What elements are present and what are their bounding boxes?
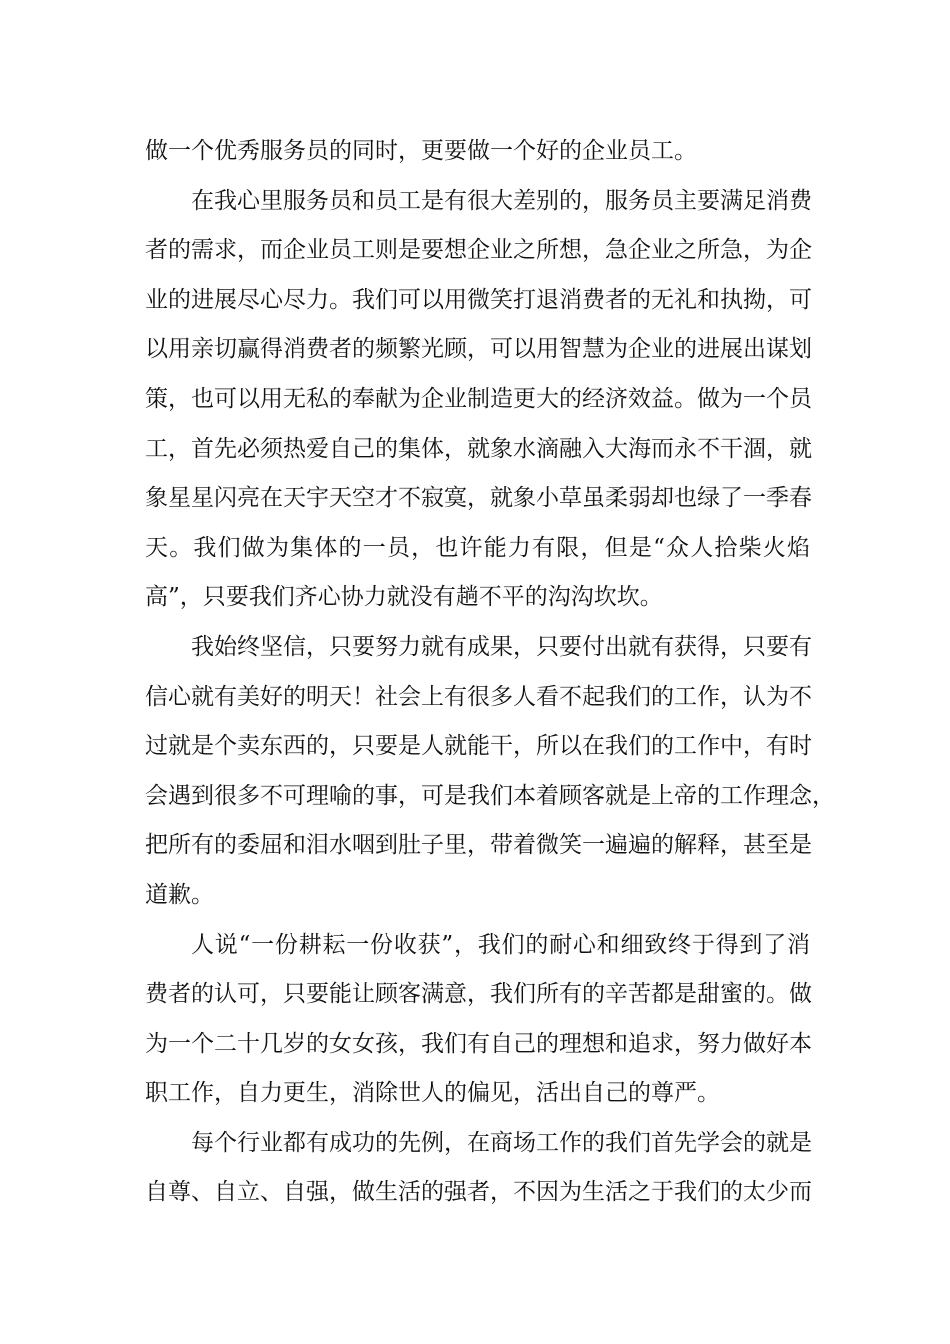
text-line: 象星星闪亮在天宇天空才不寂寞，就象小草虽柔弱却也绿了一季春: [145, 485, 812, 512]
text-line: 天。我们做为集体的一员，也许能力有限，但是“众人拾柴火焰: [145, 534, 810, 561]
text-line: 做一个优秀服务员的同时，更要做一个好的企业员工。: [145, 138, 697, 164]
text-line: 策，也可以用无私的奉献为企业制造更大的经济效益。做为一个员: [145, 385, 812, 412]
text-line: 把所有的委屈和泪水咽到肚子里，带着微笑一遍遍的解释，甚至是: [145, 832, 812, 859]
text-line: 在我心里服务员和员工是有很大差别的，服务员主要满足消费: [191, 187, 812, 214]
text-line: 以用亲切赢得消费者的频繁光顾，可以用智慧为企业的进展出谋划: [145, 336, 812, 363]
text-line: 工，首先必须热爱自己的集体，就象水滴融入大海而永不干涸，就: [145, 435, 812, 462]
text-line: 我始终坚信，只要努力就有成果，只要付出就有获得，只要有: [191, 633, 812, 660]
text-line: 信心就有美好的明天！社会上有很多人看不起我们的工作，认为不: [145, 683, 812, 710]
text-line: 者的需求，而企业员工则是要想企业之所想，急企业之所急，为企: [145, 237, 812, 264]
text-line: 业的进展尽心尽力。我们可以用微笑打退消费者的无礼和执拗，可: [145, 286, 812, 313]
text-line: 职工作，自力更生，消除世人的偏见，活出自己的尊严。: [145, 1080, 720, 1107]
body-text: [145, 127, 835, 1218]
text-line: 过就是个卖东西的，只要是人就能干，所以在我们的工作中，有时: [145, 733, 812, 760]
text-line: 每个行业都有成功的先例，在商场工作的我们首先学会的就是: [191, 1129, 812, 1156]
text-line: 会遇到很多不可理喻的事，可是我们本着顾客就是上帝的工作理念，: [145, 782, 835, 809]
text-line: 人说“一份耕耘一份收获”，我们的耐心和细致终于得到了消: [191, 931, 810, 958]
text-line: 自尊、自立、自强，做生活的强者，不因为生活之于我们的太少而: [145, 1179, 812, 1206]
text-line: 高”，只要我们齐心协力就没有趟不平的沟沟坎坎。: [145, 584, 663, 611]
text-line: 道歉。: [145, 881, 214, 908]
text-line: 费者的认可，只要能让顾客满意，我们所有的辛苦都是甜蜜的。做: [145, 981, 812, 1008]
text-line: 为一个二十几岁的女女孩，我们有自己的理想和追求，努力做好本: [145, 1030, 812, 1057]
